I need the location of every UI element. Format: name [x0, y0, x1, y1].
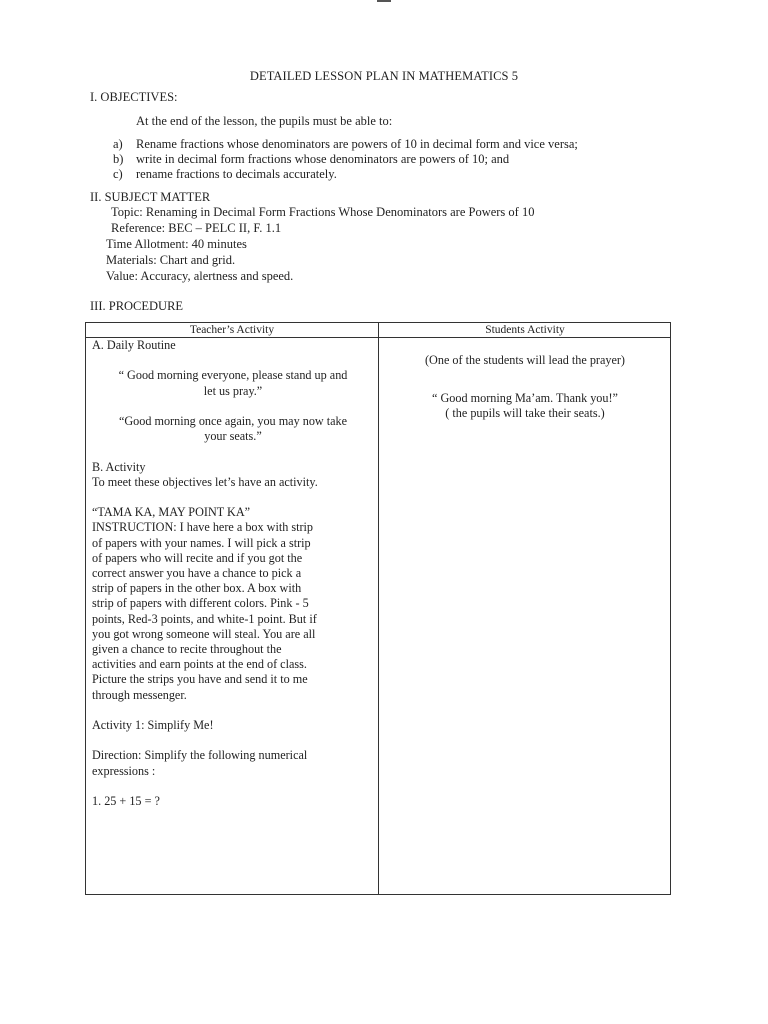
daily-routine-label: A. Daily Routine — [92, 338, 176, 352]
greeting-line-2b: your seats.” — [204, 429, 262, 444]
instruction-line: through messenger. — [92, 687, 187, 702]
activity-label: B. Activity — [92, 459, 146, 474]
subject-reference: Reference: BEC – PELC II, F. 1.1 — [111, 221, 282, 235]
instruction-line: INSTRUCTION: I have here a box with strip — [92, 520, 314, 535]
subject-topic: Topic: Renaming in Decimal Form Fractions Whose Denominators are Powers of 10 — [111, 205, 535, 219]
subject-matter-heading: II. SUBJECT MATTER — [90, 190, 211, 204]
page-top-mark — [377, 0, 391, 2]
subject-materials: Materials: Chart and grid. — [106, 253, 236, 267]
subject-value: Value: Accuracy, alertness and speed. — [106, 269, 294, 283]
students-activity-cell — [379, 338, 671, 422]
procedure-table — [85, 322, 671, 895]
objective-text-b: write in decimal form fractions whose denominators are powers of 10; and — [136, 152, 510, 166]
students-seats: ( the pupils will take their seats.) — [445, 406, 605, 421]
instruction-line: activities and earn points at the end of class. — [92, 657, 307, 672]
instruction-line: you got wrong someone will steal. You are all — [92, 626, 316, 641]
exercise-item-1: 1. 25 + 15 = ? — [92, 793, 160, 808]
activity1-title: Activity 1: Simplify Me! — [92, 718, 214, 732]
instruction-line: correct answer you have a chance to pick a — [92, 565, 302, 580]
teacher-column-header: Teacher’s Activity — [189, 324, 275, 336]
instruction-line: Picture the strips you have and send it to me — [92, 672, 308, 687]
document-title: DETAILED LESSON PLAN IN MATHEMATICS 5 — [249, 69, 519, 83]
objective-marker-a: a) — [113, 137, 123, 151]
instruction-line: of papers who will recite and if you got the — [92, 550, 303, 565]
instruction-line: strip of papers with different colors. Pink - 5 — [92, 596, 309, 611]
greeting-line-1a: “ Good morning everyone, please stand up and — [118, 368, 348, 383]
objective-text-a: Rename fractions whose denominators are powers of 10 in decimal form and vice versa; — [136, 137, 578, 151]
instruction-line: of papers with your names. I will pick a strip — [92, 535, 311, 550]
subject-time: Time Allotment: 40 minutes — [106, 237, 247, 251]
objective-marker-c: c) — [113, 167, 123, 181]
direction-line-b: expressions : — [92, 763, 156, 778]
greeting-line-2a: “Good morning once again, you may now take — [118, 413, 348, 428]
direction-line-a: Direction: Simplify the following numerical — [92, 748, 308, 763]
instruction-line: given a chance to recite throughout the — [92, 642, 282, 656]
objectives-heading: I. OBJECTIVES: — [90, 90, 178, 104]
procedure-heading: III. PROCEDURE — [90, 299, 184, 313]
objective-marker-b: b) — [113, 152, 124, 166]
objective-text-c: rename fractions to decimals accurately. — [136, 167, 337, 181]
students-reply: “ Good morning Ma’am. Thank you!” — [432, 391, 618, 406]
objectives-intro: At the end of the lesson, the pupils must be able to: — [136, 114, 393, 128]
teacher-activity-cell — [92, 338, 374, 809]
students-prayer: (One of the students will lead the prayer) — [424, 353, 625, 367]
students-column-header: Students Activity — [485, 324, 565, 336]
game-title: “TAMA KA, MAY POINT KA” — [92, 505, 251, 520]
instruction-line: strip of papers in the other box. A box with — [92, 581, 302, 596]
instruction-line: points, Red-3 points, and white-1 point. But if — [92, 611, 317, 626]
activity-intro: To meet these objectives let’s have an activity. — [92, 474, 318, 489]
greeting-line-1b: let us pray.” — [203, 383, 263, 398]
